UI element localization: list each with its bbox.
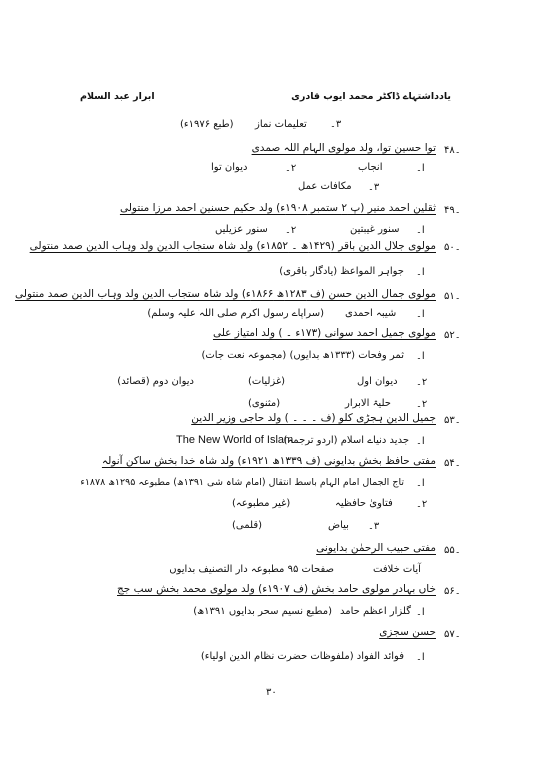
item-text: آیات خلافت — [373, 564, 421, 575]
entry-title: مولوی جمال الدین حسن (ف ۱۲۸۳ھ ۱۸۶۶ء) ولد شاہ ستجاب الدین ولد وہاب الدین صمد منتولی — [15, 288, 436, 300]
item-text: دیوان دوم (قصائد) — [117, 376, 194, 387]
entry-number: ۴۹۔ — [444, 205, 461, 216]
page-number: ۳۰ — [266, 687, 277, 698]
entry-title: خاں بہادر مولوی حامد بخش (ف ۱۹۰۷ء) ولد مولوی محمد بخش سب جج — [117, 583, 436, 595]
item-text: انجاب — [358, 162, 383, 173]
item-text: سنور غیبتین — [350, 224, 400, 235]
entry-number: ۵۴۔ — [444, 458, 461, 469]
entry-number: ۵۱۔ — [444, 291, 461, 302]
item-text: سنور عزیلیں — [215, 224, 268, 235]
item-marker: ۳۔ — [368, 182, 380, 193]
item-text: فتاویٰ حافظیہ — [335, 498, 393, 509]
item-marker: ا۔ — [416, 267, 425, 278]
item-text: مکافات عمل — [298, 181, 352, 192]
item-marker: ا۔ — [416, 225, 425, 236]
item-text: (سراپاے رسول اکرم صلی اللہ علیہ وسلم) — [147, 308, 324, 319]
item-marker: ا۔ — [416, 351, 425, 362]
entry-number: ۴۸۔ — [444, 145, 461, 156]
item-text: (قلمی) — [232, 520, 263, 531]
item-marker: ا۔ — [416, 478, 425, 489]
entry-number: ۵۰۔ — [444, 242, 461, 253]
item-marker: ا۔ — [416, 163, 425, 174]
entry-title: مفتی حبیب الرحمٰن بدایونی — [316, 542, 436, 554]
item-marker: ۲۔ — [285, 225, 297, 236]
entry-number: ۵۵۔ — [444, 545, 461, 556]
item-text-latin: The New World of Islam — [176, 434, 294, 446]
header-left-author: ابرار عبد السلام — [80, 91, 155, 102]
intro-title: تعلیمات نماز — [255, 119, 307, 130]
entry-title: حسن سجزی — [379, 626, 436, 638]
item-text: بیاض — [328, 520, 349, 531]
item-marker: ا۔ — [416, 652, 425, 663]
item-text: صفحات ۹۵ مطبوعہ دار التصنیف بدایوں — [169, 564, 334, 575]
item-marker: ۲۔ — [416, 499, 428, 510]
item-text: شیبہ احمدی — [345, 308, 397, 319]
item-text: جدید دنیاے اسلام (اردو ترجمہ) — [283, 435, 409, 446]
item-marker: ۲۔ — [285, 163, 297, 174]
entry-title: مولوی جلال الدین باقر (۱۴۲۹ھ ۔ ۱۸۵۲ء) ولد شاہ ستجاب الدین ولد وہاب الدین صمد منتولی — [29, 240, 436, 252]
entry-title: ثقلین احمد منیر (پ ۲ ستمبر ۱۹۰۸ء) ولد حکیم حسنین احمد مرزا منتولی — [119, 202, 436, 214]
header-right-title: یادداشتہاے ڈاکٹر محمد ایوب قادری — [291, 91, 451, 102]
item-text: دیوان توا — [211, 162, 248, 173]
entry-title: جمیل الدین ہجڑی کلو (ف ۔ ۔ ۔ ) ولد حاجی وزیر الدین — [191, 412, 436, 424]
entry-title: توا حسین توا، ولد مولوی الہام اللہ صمدی — [251, 142, 436, 154]
intro-note: (طبع ۱۹۷۶ء) — [180, 119, 234, 130]
item-text: تاج الجمال امام الہام باسط انتقال (امام شاہ شی ۱۳۹۱ھ) مطبوعہ ۱۲۹۵ھ ۱۸۷۸ء — [80, 477, 404, 488]
item-marker: ۲۔ — [416, 377, 428, 388]
item-marker: ا۔ — [416, 607, 425, 618]
item-text: گلزار اعظم حامد — [340, 606, 411, 617]
intro-marker: ۳۔ — [330, 119, 342, 130]
entry-number: ۵۲۔ — [444, 330, 461, 341]
entry-number: ۵۶۔ — [444, 586, 461, 597]
item-text: (مثنوی) — [248, 398, 281, 409]
entry-title: مولوی جمیل احمد سوانی (۱۷۳ء ۔ ) ولد امتیاز علی — [212, 327, 436, 339]
item-marker: ۲۔ — [416, 399, 428, 410]
item-text: (غزلیات) — [248, 376, 286, 387]
entry-number: ۵۳۔ — [444, 415, 461, 426]
item-text: جواہر المواعظ (یادگار باقری) — [279, 266, 404, 277]
entry-number: ۵۷۔ — [444, 629, 461, 640]
item-text: (مطبع نسیم سحر بدایوں ۱۳۹۱ھ) — [193, 606, 332, 617]
item-text: (غیر مطبوعہ) — [232, 498, 291, 509]
item-text: حلیۃ الابرار — [345, 398, 391, 409]
item-marker: ا۔ — [416, 436, 425, 447]
item-marker: ا۔ — [416, 309, 425, 320]
item-text: دیوان اول — [357, 376, 398, 387]
item-text: ثمر وفحات (۱۳۳۳ھ بدایوں) (مجموعہ نعت جات) — [201, 350, 404, 361]
item-text: فوائد الفواد (ملفوظات حضرت نظام الدین اولیاء) — [200, 651, 404, 662]
item-marker: ۳۔ — [368, 521, 380, 532]
entry-title: مفتی حافظ بخش بدایونی (ف ۱۳۳۹ھ ۱۹۲۱ء) ولد شاہ خدا بخش ساکن آنولہ — [101, 455, 436, 467]
